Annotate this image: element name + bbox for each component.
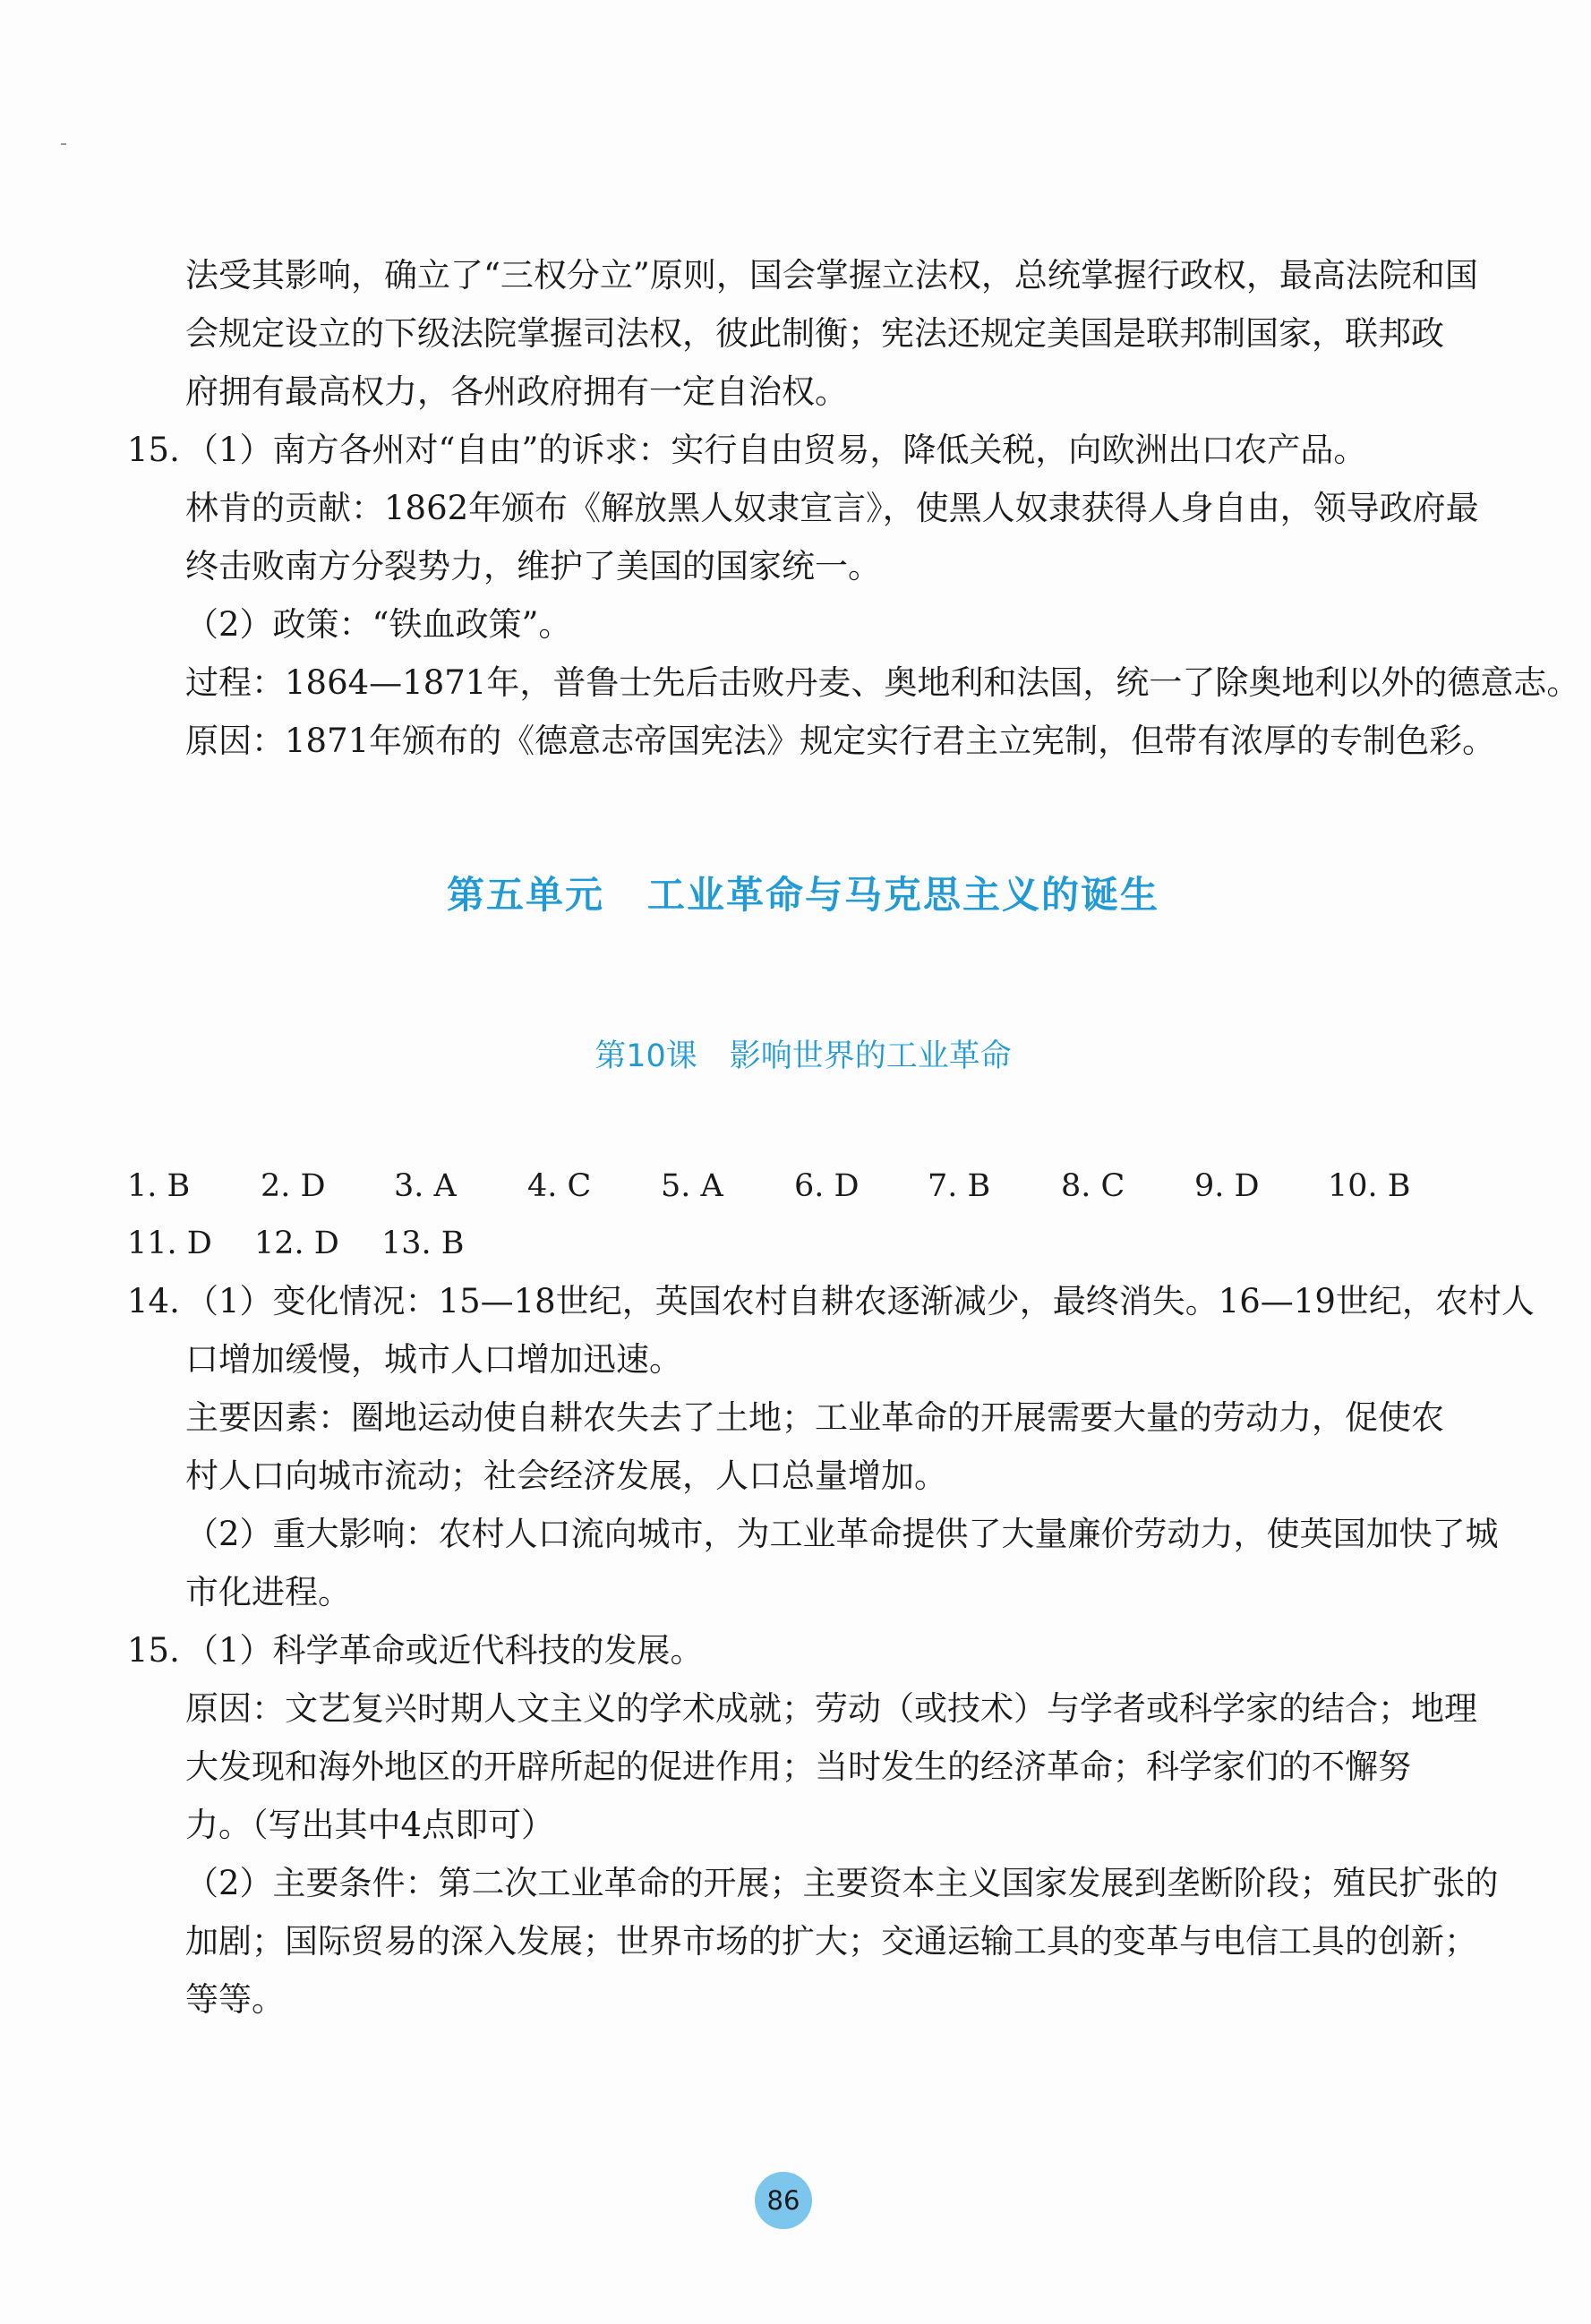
text-line: 口增加缓慢，城市人口增加迅速。 (185, 1340, 682, 1379)
answer-item: 6. D (794, 1168, 860, 1204)
text-line: 府拥有最高权力，各州政府拥有一定自治权。 (185, 372, 848, 411)
lesson-name: 影响世界的工业革命 (729, 1038, 1012, 1074)
text-line: 会规定设立的下级法院掌握司法权，彼此制衡；宪法还规定美国是联邦制国家，联邦政 (185, 314, 1444, 353)
answer-item: 8. C (1061, 1168, 1125, 1204)
text-line: 终击败南方分裂势力，维护了美国的国家统一。 (185, 547, 881, 585)
text-line: 村人口向城市流动；社会经济发展，人口总量增加。 (185, 1457, 947, 1495)
content-body (127, 246, 1580, 2029)
answer-item: 9. D (1194, 1168, 1260, 1204)
question-number: 15. (127, 1631, 180, 1670)
question-14 (127, 1272, 1535, 1330)
answer-item: 2. D (261, 1168, 326, 1204)
unit-number: 第五单元 (446, 873, 604, 917)
answer-row (127, 1215, 1479, 1272)
text-line: 等等。 (185, 1980, 285, 2019)
text-line: （2）政策：“铁血政策”。 (185, 605, 572, 644)
answer-item: 10. B (1328, 1168, 1411, 1204)
lesson-title (127, 1034, 1479, 1079)
question-15 (127, 1621, 1479, 1679)
text-line: （1）科学革命或近代科技的发展。 (185, 1631, 704, 1670)
answer-item: 5. A (661, 1168, 723, 1204)
question-number: 14. (127, 1282, 180, 1320)
question-15-prev (127, 421, 1479, 479)
text-line: 大发现和海外地区的开辟所起的促进作用；当时发生的经济革命；科学家们的不懈努 (185, 1747, 1411, 1786)
text-line: （1）变化情况：15—18世纪，英国农村自耕农逐渐减少，最终消失。16—19世纪，农村人 (185, 1282, 1535, 1320)
question-number: 15. (127, 431, 180, 469)
text-line: 原因：1871年颁布的《德意志帝国宪法》规定实行君主立宪制，但带有浓厚的专制色彩。 (185, 722, 1496, 760)
answer-row (127, 1158, 1479, 1215)
text-line: 力。（写出其中4点即可） (185, 1806, 555, 1844)
unit-name: 工业革命与马克思主义的诞生 (647, 873, 1160, 917)
answer-item: 4. C (527, 1168, 592, 1204)
unit-title (127, 868, 1479, 922)
answer-item: 3. A (394, 1168, 457, 1204)
text-line: 林肯的贡献：1862年颁布《解放黑人奴隶宣言》，使黑人奴隶获得人身自由，领导政府最 (185, 489, 1479, 527)
choice-answers (127, 1158, 1479, 1272)
text-line: （2）主要条件：第二次工业革命的开展；主要资本主义国家发展到垄断阶段；殖民扩张的 (185, 1864, 1499, 1902)
text-line: （2）重大影响：农村人口流向城市，为工业革命提供了大量廉价劳动力，使英国加快了城 (185, 1515, 1499, 1553)
text-line: 原因：文艺复兴时期人文主义的学术成就；劳动（或技术）与学者或科学家的结合；地理 (185, 1689, 1477, 1728)
text-line: 市化进程。 (185, 1573, 351, 1611)
text-line: 过程：1864—1871年，普鲁士先后击败丹麦、奥地利和法国，统一了除奥地利以外的德意志。 (185, 663, 1580, 702)
scan-mark (61, 143, 66, 145)
answer-item: 1. B (127, 1168, 191, 1204)
text-line: 主要因素：圈地运动使自耕农失去了土地；工业革命的开展需要大量的劳动力，促使农 (185, 1398, 1444, 1437)
text-line: 法受其影响，确立了“三权分立”原则，国会掌握立法权，总统掌握行政权，最高法院和国 (185, 256, 1478, 295)
answer-item: 11. D (127, 1226, 212, 1261)
text-line: 加剧；国际贸易的深入发展；世界市场的扩大；交通运输工具的变革与电信工具的创新； (185, 1922, 1477, 1961)
answer-item: 7. B (928, 1168, 991, 1204)
text-line: （1）南方各州对“自由”的诉求：实行自由贸易，降低关税，向欧洲出口农产品。 (185, 431, 1367, 469)
answer-item: 12. D (254, 1226, 339, 1261)
answer-item: 13. B (381, 1226, 465, 1261)
lesson-number: 第10课 (594, 1038, 697, 1074)
page-number-badge: 86 (755, 2172, 812, 2229)
